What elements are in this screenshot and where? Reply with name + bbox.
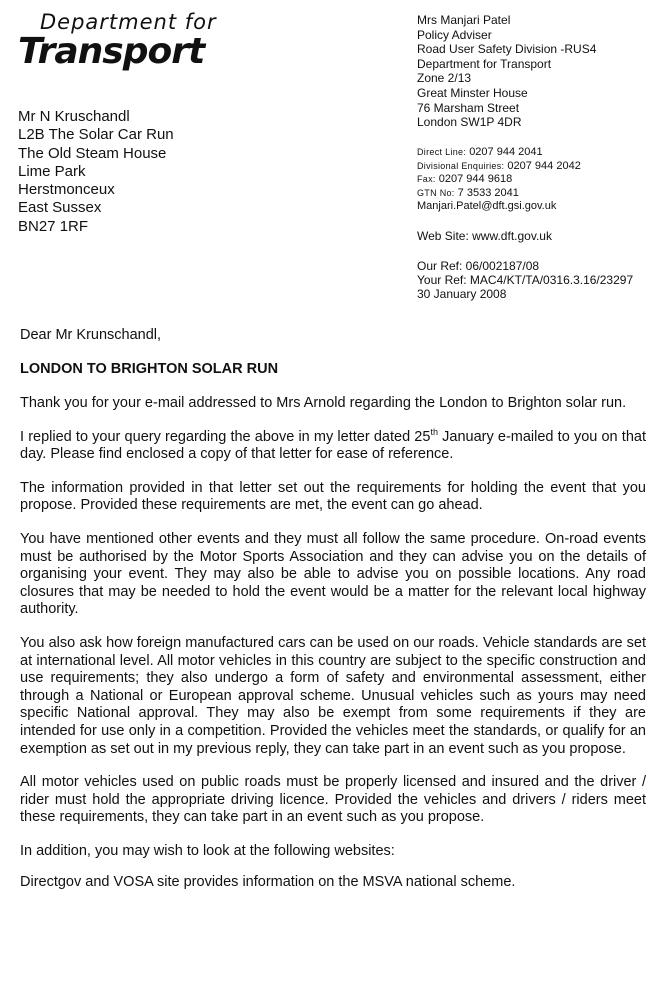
paragraph [20, 426, 646, 464]
paragraph: In addition, you may wish to look at the following websites: [20, 842, 395, 859]
sender-address [417, 13, 596, 130]
contact-email: Manjari.Patel@dft.gsi.gov.uk [417, 200, 557, 212]
letter-date: 30 January 2008 [417, 287, 507, 302]
logo-org-line1: Department for [40, 10, 217, 34]
contact-label: Divisional Enquiries: [417, 160, 505, 171]
ordinal-suffix: th [430, 426, 438, 437]
contact-direct-line [417, 146, 581, 160]
recipient-line: Herstmonceux [18, 181, 115, 199]
letter-body [20, 395, 646, 908]
contact-divisional-enquiries [417, 160, 581, 174]
recipient-line: L2B The Solar Car Run [18, 126, 174, 144]
contact-value: 0207 944 2041 [469, 146, 543, 158]
our-ref: Our Ref: 06/002187/08 [417, 259, 540, 273]
paragraph-text: I replied to your query regarding the above in my letter dated 25 [20, 428, 431, 445]
contact-gtn [417, 187, 581, 201]
contact-value: 0207 944 9618 [438, 173, 513, 185]
paragraph: You also ask how foreign manufactured cars can be used on our roads. Vehicle standards are set at international level. All motor vehicles in this country are subject to the specific construction and use requirements; they also undergo a form of safety and environmental assessment, either through a National or European approval scheme. Unusual vehicles such as yours may need specific National approval. They may also be exempt from some requirements if they are intended for use only in a competition. Provided the vehicles meet the standards, or qualify for an exemption as set out in my previous reply, they can take part in an event such as you propose. [20, 634, 646, 757]
recipient-address [18, 108, 174, 236]
subject-heading: LONDON TO BRIGHTON SOLAR RUN [20, 361, 279, 377]
sender-line: Zone 2/13 [417, 71, 472, 86]
letter-references [417, 259, 633, 302]
salutation: Dear Mr Krunschandl, [20, 327, 162, 343]
contact-fax [417, 173, 581, 187]
recipient-line: East Sussex [18, 199, 102, 217]
contact-label: Fax: [417, 174, 436, 184]
contact-value: 7 3533 2041 [457, 186, 519, 199]
sender-line: Great Minster House [417, 85, 528, 100]
sender-line: Policy Adviser [417, 27, 492, 42]
sender-website: Web Site: www.dft.gov.uk [417, 229, 552, 243]
sender-contacts [417, 146, 581, 214]
recipient-line: BN27 1RF [18, 217, 89, 235]
sender-line: 76 Marsham Street [417, 100, 520, 115]
contact-label: Direct Line: [417, 147, 467, 157]
paragraph: Directgov and VOSA site provides information on the MSVA national scheme. [20, 874, 516, 891]
recipient-line: The Old Steam House [18, 144, 167, 162]
sender-line: Department for Transport [417, 56, 552, 71]
contact-value: 0207 944 2042 [507, 159, 581, 172]
paragraph: Thank you for your e-mail addressed to Mrs Arnold regarding the London to Brighton solar run. [20, 395, 627, 411]
sender-line: London SW1P 4DR [417, 115, 522, 130]
logo-org-line2: Transport [18, 31, 205, 72]
paragraph: All motor vehicles used on public roads must be properly licensed and insured and the driver / rider must hold the appropriate driving licence. Provided the vehicles and drivers / riders meet these requirements, they can take part in an event such as you propose. [20, 774, 646, 826]
paragraph: You have mentioned other events and they must all follow the same procedure. On-road events must be authorised by the Motor Sports Association and they can advise you on the details of organising your event. They may also be able to advise you on possible locations. Any road closures that may be needed to hold the event would be a matter for the relevant local highway authority. [20, 530, 646, 618]
sender-line: Road User Safety Division -RUS4 [417, 42, 597, 57]
your-ref: Your Ref: MAC4/KT/TA/0316.3.16/23297 [417, 273, 634, 288]
sender-line: Mrs Manjari Patel [417, 13, 511, 27]
recipient-line: Mr N Kruschandl [18, 108, 130, 125]
contact-label: GTN No: [417, 187, 455, 198]
paragraph: The information provided in that letter set out the requirements for holding the event that you propose. Provided these requirements are met, the event can go ahead. [20, 479, 646, 514]
dft-logo [18, 10, 217, 70]
recipient-line: Lime Park [18, 162, 86, 180]
paragraph-text: January e-mailed to you on that day. Please find enclosed a copy of that letter for ease of reference. [20, 428, 646, 463]
